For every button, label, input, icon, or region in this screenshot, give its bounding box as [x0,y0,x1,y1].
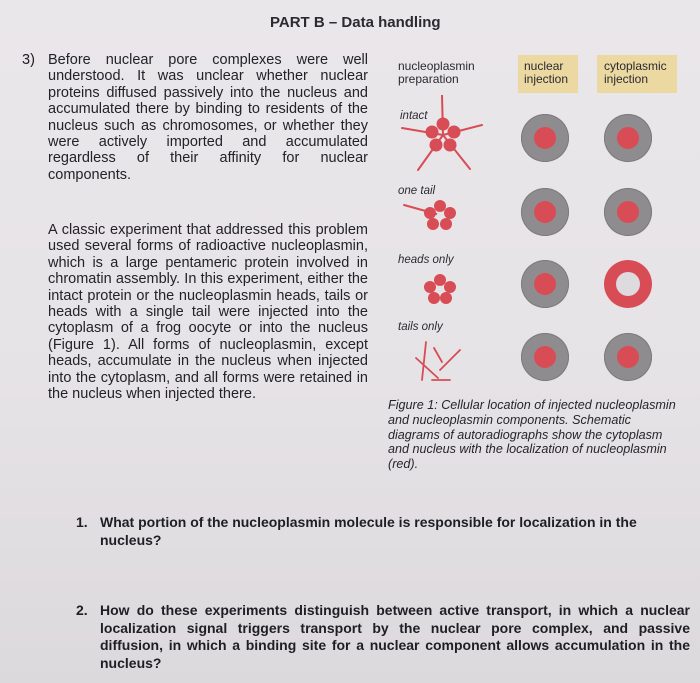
cell-tails-only-cytoplasmic [604,333,652,381]
column-header-nuclear-line1: nuclear [524,59,564,73]
head-subunit [424,207,436,219]
head-subunit [424,281,436,293]
head-subunit [426,126,439,139]
head-subunit [434,200,446,212]
cell-heads-only-cytoplasmic [604,260,652,308]
head-subunit [440,218,452,230]
row-label-intact: intact [400,110,428,122]
section-title: PART B – Data handling [270,14,441,31]
cell-heads-only-nuclear [521,260,569,308]
row-label-one-tail: one tail [398,185,436,197]
intro-paragraph-1: Before nuclear pore complexes were well understood. It was unclear whether nuclear proteins diffused passively into the nucleus and accumulated there by binding to residents of the nucleus such as chromosomes, or whether they were actively imported and accumulated regardless of their affinity for nuclear components. [48,52,368,183]
cell-tails-only-nuclear [521,333,569,381]
heads-only-pentamer-diagram [420,270,460,310]
head-subunit [444,281,456,293]
figure-caption: Figure 1: Cellular location of injected nucleoplasmin and nucleoplasmin components. Schematic diagrams of autoradiographs show the cytoplasm and nucleus with the localization of nucleoplasmin (red). [388,398,676,472]
tail-line [416,358,438,378]
column-header-nuclear-line2: injection [524,72,569,86]
intro-paragraph-2: A classic experiment that addressed this problem used several forms of radioactive nucleoplasmin, which is a large pentameric protein involved in chromatin assembly. In this experiment, either the intact protein or the nucleoplasmin heads, tails or heads with a single tail were injected into the cytoplasm of a frog oocyte or into the nucleus (Figure 1). All forms of nucleoplasmin, except heads, accumulate in the nucleus when injected into the cytoplasm, and all forms were retained in the nucleus when injected there. [48,222,368,403]
cell-one-tail-cytoplasmic [604,188,652,236]
question-1-text: What portion of the nucleoplasmin molecule is responsible for localization in the nucleus? [100,514,637,548]
column-header-cytoplasmic-line1: cytoplasmic [604,59,667,73]
column-header-nuclear [524,60,568,86]
column-header-cytoplasmic [604,60,667,86]
nucleus-red [617,127,639,149]
head-subunit [430,139,443,152]
nucleus-unlabeled [616,272,640,296]
nucleus-red [534,273,556,295]
nucleus-red [617,201,639,223]
cell-intact-cytoplasmic [604,114,652,162]
cell-intact-nuclear [521,114,569,162]
head-subunit [437,118,450,131]
one-tail-pentamer-diagram [400,195,470,235]
head-subunit [427,218,439,230]
head-subunit [444,207,456,219]
head-subunit [448,126,461,139]
center-hole [437,212,443,218]
column-header-preparation [398,60,475,86]
column-header-preparation-line2: preparation [398,72,459,86]
intact-pentamer-diagram [400,95,490,175]
column-header-preparation-line1: nucleoplasmin [398,59,475,73]
nucleus-red [617,346,639,368]
center-hole [437,286,443,292]
question-2-text: How do these experiments distinguish between active transport, in which a nuclear localization signal triggers transport by the nuclear pore complex, and passive diffusion, in which a binding site for a nuclear component allows accumulation in the nucleus? [100,602,690,671]
nucleus-red [534,127,556,149]
head-subunit [434,274,446,286]
cell-one-tail-nuclear [521,188,569,236]
question-number: 3) [22,52,35,68]
question-1-number: 1. [76,514,88,530]
tails-only-diagram [412,336,467,384]
nucleus-red [534,201,556,223]
question-2-number: 2. [76,602,88,618]
tail-line [440,350,460,370]
tail-line [434,348,442,362]
head-subunit [428,292,440,304]
column-header-cytoplasmic-line2: injection [604,72,649,86]
head-subunit [444,139,457,152]
row-label-heads-only: heads only [398,254,454,266]
head-subunit [440,292,452,304]
row-label-tails-only: tails only [398,321,443,333]
tail-line [422,342,426,380]
nucleus-red [534,346,556,368]
